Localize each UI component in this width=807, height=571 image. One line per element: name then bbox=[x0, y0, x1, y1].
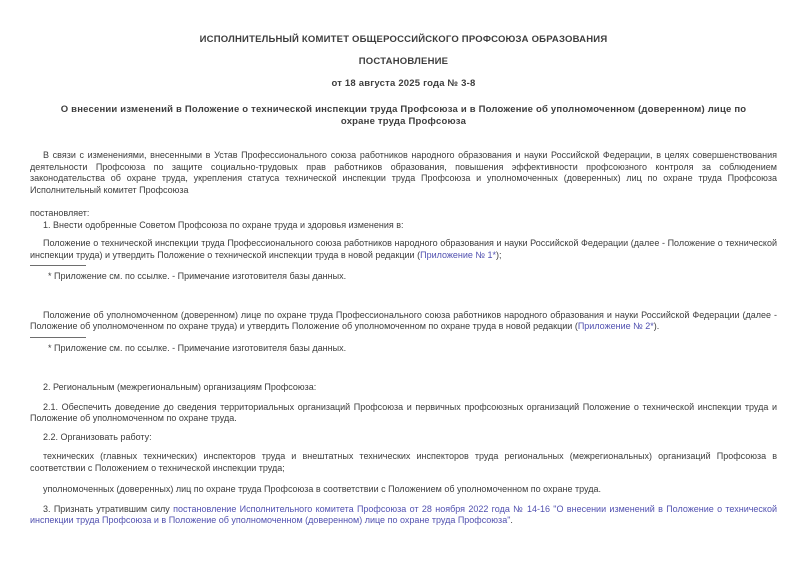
item-3-tail: . bbox=[510, 515, 513, 525]
document-type: ПОСТАНОВЛЕНИЕ bbox=[358, 56, 449, 67]
item-3-text: 3. Признать утратившим силу bbox=[43, 503, 174, 514]
item-2-2-tech-inspectors: технических (главных технических) инспекторов труда и внештатных технических инспекторов труда региональных (межрегиональных) организаций Профсоюза в соответствии с Положением о технической инспекции труда; bbox=[30, 451, 777, 473]
repealed-resolution-link[interactable]: постановление Исполнительного комитета Профсоюза от 28 ноября 2022 года № 14-16 "О внесении изменений в Положение о технической инспекции труда Профсоюза и в Положение об уполномоченном (доверенном) лице по охране труда Профсоюза" bbox=[30, 503, 778, 525]
item-2-2-authorized-persons: уполномоченных (доверенных) лиц по охране труда Профсоюза в соответствии с Положением об уполномоченном по охране труда. bbox=[43, 484, 602, 494]
paragraph-authorized-person bbox=[30, 310, 777, 333]
document-date-number: от 18 августа 2025 года № 3-8 bbox=[331, 78, 476, 89]
document-header bbox=[30, 34, 777, 128]
document-body bbox=[30, 150, 777, 527]
paragraph-tech-inspection bbox=[30, 238, 777, 261]
resolves-line: постановляет: bbox=[30, 208, 90, 218]
footnote-2-text: * Приложение см. по ссылке. - Примечание изготовителя базы данных. bbox=[48, 342, 347, 353]
document-title: О внесении изменений в Положение о технической инспекции труда Профсоюза и в Положение об уполномоченном (доверенном) лице по охране труда Профсоюза bbox=[60, 104, 747, 127]
footnote-2 bbox=[30, 337, 777, 355]
footnote-1-text: * Приложение см. по ссылке. - Примечание изготовителя базы данных. bbox=[48, 271, 347, 281]
item-2: 2. Региональным (межрегиональным) организациям Профсоюза: bbox=[43, 382, 317, 392]
paragraph-authorized-tail: ). bbox=[653, 321, 660, 331]
paragraph-tech-tail: ); bbox=[496, 249, 502, 260]
paragraph-tech-text: Положение о технической инспекции труда Профессионального союза работников народного образования и науки Российской Федерации (далее - Положение о технической инспекции труда) и утвердить Положение о технической инспекции труда в новой редакции ( bbox=[30, 238, 777, 260]
footnote-separator bbox=[30, 337, 86, 338]
item-2-2: 2.2. Организовать работу: bbox=[43, 431, 152, 442]
footnote-separator bbox=[30, 265, 86, 266]
intro-paragraph: В связи с изменениями, внесенными в Устав Профессионального союза работников народного образования и науки Российской Федерации, в целях совершенствования деятельности Профсоюза по защите социально-трудовых прав работников образования, повышения эффективности профсоюзного контроля за соблюдением законодательства об охране труда, укрепления статуса технической инспекции труда Профсоюза и уполномоченных (доверенных) лиц по охране труда Профсоюза Исполнительный комитет Профсоюза bbox=[30, 150, 777, 195]
appendix-1-link[interactable]: Приложение № 1* bbox=[420, 249, 497, 260]
item-2-1: 2.1. Обеспечить доведение до сведения территориальных организаций Профсоюза и первичных профсоюзных организаций Положение о технической инспекции труда и Положение об уполномоченном по охране труда. bbox=[30, 401, 777, 423]
item-1: 1. Внести одобренные Советом Профсоюза по охране труда и здоровья изменения в: bbox=[43, 219, 404, 230]
footnote-1 bbox=[30, 265, 777, 283]
appendix-2-link[interactable]: Приложение № 2* bbox=[577, 321, 654, 331]
item-3 bbox=[30, 504, 777, 527]
organization-name: ИСПОЛНИТЕЛЬНЫЙ КОМИТЕТ ОБЩЕРОССИЙСКОГО ПРОФСОЮЗА ОБРАЗОВАНИЯ bbox=[199, 34, 608, 45]
paragraph-authorized-text: Положение об уполномоченном (доверенном) лице по охране труда Профессионального союза работников народного образования и науки Российской Федерации (далее - Положение об уполномоченном по охране труда) и утвердить Положение об уполномоченном по охране труда в новой редакции ( bbox=[30, 309, 777, 331]
